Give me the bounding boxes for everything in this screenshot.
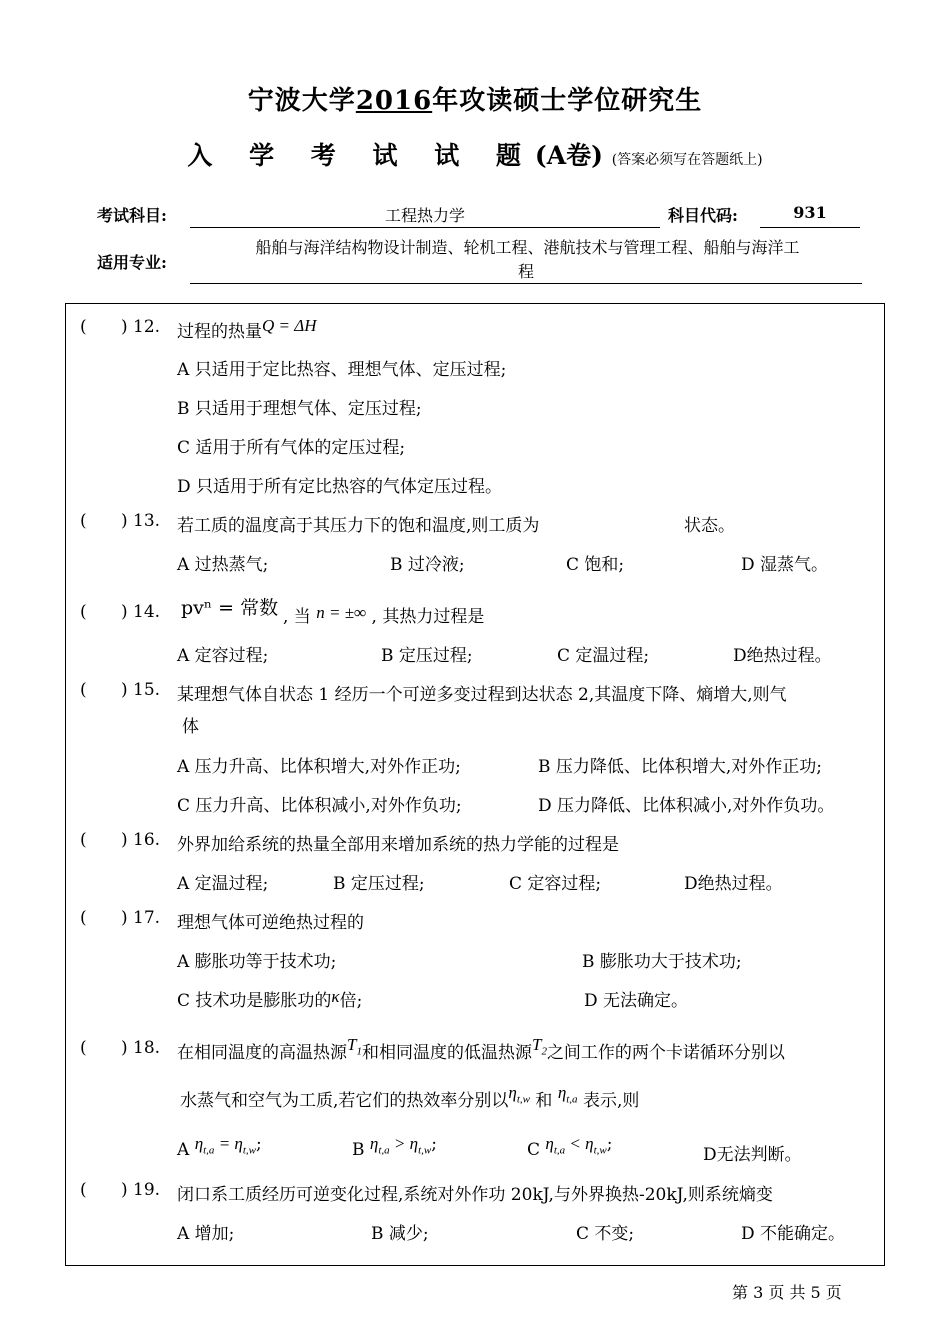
q15-stem: 某理想气体自状态 1 经历一个可逆多变过程到达状态 2,其温度下降、熵增大,则气: [177, 685, 787, 705]
question-number: ) 16.: [121, 830, 161, 850]
major-value-line1: 船舶与海洋结构物设计制造、轮机工程、港航技术与管理工程、船舶与海洋工: [255, 238, 800, 257]
code-value: 931: [760, 203, 860, 228]
answer-paren: (: [80, 1180, 87, 1200]
q18-option-d: D无法判断。: [703, 1145, 802, 1165]
answer-paren: (: [80, 1038, 87, 1058]
q14-formula: pvⁿ = 常数: [181, 597, 279, 619]
page-number: 第 3 页 共 5 页: [732, 1283, 842, 1302]
q18-stem-cont: 水蒸气和空气为工质,若它们的热效率分别以$\eta_{t,w}$ 和 $\eta_{t,a}$ 表示,则: [180, 1083, 640, 1111]
q18-option-c: C $\eta_{t,a} < \eta_{t,w}$;: [527, 1134, 613, 1160]
q12-option-b: B 只适用于理想气体、定压过程;: [177, 399, 422, 419]
q18-option-a: A $\eta_{t,a} = \eta_{t,w}$;: [177, 1134, 262, 1160]
q13-option-a: A 过热蒸气;: [177, 555, 269, 575]
q15-option-b: B 压力降低、比体积增大,对外作正功;: [538, 757, 823, 777]
question-number: ) 17.: [121, 908, 161, 928]
q19-option-d: D 不能确定。: [741, 1224, 846, 1244]
q19-option-c: C 不变;: [576, 1224, 635, 1244]
q18-stem: 在相同温度的高温热源$T_1$和相同温度的低温热源$T_2$之间工作的两个卡诺循环分别以: [177, 1035, 785, 1063]
q19-option-b: B 减少;: [371, 1224, 429, 1244]
answer-paren: (: [80, 511, 87, 531]
q17-option-a: A 膨胀功等于技术功;: [177, 952, 337, 972]
q16-option-d: D绝热过程。: [684, 874, 783, 894]
major-label: 适用专业:: [97, 253, 167, 272]
q15-option-d: D 压力降低、比体积减小,对外作负功。: [538, 796, 835, 816]
subject-value: 工程热力学: [190, 203, 660, 228]
question-number: ) 14.: [121, 602, 161, 622]
q12-option-c: C 适用于所有气体的定压过程;: [177, 438, 406, 458]
q15-stem-cont: 体: [182, 717, 199, 737]
q17-option-d: D 无法确定。: [584, 991, 689, 1011]
q14-option-b: B 定压过程;: [381, 646, 473, 666]
q13-option-d: D 湿蒸气。: [741, 555, 829, 575]
q13-stem: 若工质的温度高于其压力下的饱和温度,则工质为: [177, 516, 540, 536]
q12-option-d: D 只适用于所有定比热容的气体定压过程。: [177, 477, 503, 497]
q17-option-c: C 技术功是膨胀功的κ倍;: [177, 987, 363, 1011]
q12-stem: 过程的热量Q = ΔH: [177, 316, 317, 342]
q17-option-b: B 膨胀功大于技术功;: [582, 952, 742, 972]
answer-paren: (: [80, 830, 87, 850]
q14-stem: , 当 n = ±∞ , 其热力过程是: [283, 603, 485, 627]
q19-option-a: A 增加;: [177, 1224, 235, 1244]
q13-stem-end: 状态。: [684, 516, 735, 536]
question-number: ) 19.: [121, 1180, 161, 1200]
q19-stem: 闭口系工质经历可逆变化过程,系统对外作功 20kJ,与外界换热-20kJ,则系统熵变: [177, 1185, 773, 1205]
q13-option-b: B 过冷液;: [390, 555, 465, 575]
q16-option-b: B 定压过程;: [333, 874, 425, 894]
question-number: ) 12.: [121, 317, 161, 337]
question-number: ) 13.: [121, 511, 161, 531]
major-value-line2: 程: [190, 259, 862, 284]
q13-option-c: C 饱和;: [566, 555, 625, 575]
q17-stem: 理想气体可逆绝热过程的: [177, 913, 364, 933]
q14-option-a: A 定容过程;: [177, 646, 269, 666]
code-label: 科目代码:: [668, 206, 738, 225]
q18-option-b: B $\eta_{t,a} > \eta_{t,w}$;: [352, 1134, 437, 1160]
question-number: ) 15.: [121, 680, 161, 700]
answer-paren: (: [80, 908, 87, 928]
exam-subtitle: 入 学 考 试 试 题(A卷) (答案必须写在答题纸上): [187, 141, 763, 170]
q16-stem: 外界加给系统的热量全部用来增加系统的热力学能的过程是: [177, 835, 619, 855]
q14-option-d: D绝热过程。: [733, 646, 832, 666]
q12-option-a: A 只适用于定比热容、理想气体、定压过程;: [177, 360, 507, 380]
question-number: ) 18.: [121, 1038, 161, 1058]
q14-option-c: C 定温过程;: [557, 646, 650, 666]
answer-paren: (: [80, 317, 87, 337]
q16-option-a: A 定温过程;: [177, 874, 269, 894]
answer-paren: (: [80, 602, 87, 622]
q15-option-a: A 压力升高、比体积增大,对外作正功;: [177, 757, 461, 777]
q16-option-c: C 定容过程;: [509, 874, 602, 894]
exam-title: 宁波大学2016年攻读硕士学位研究生: [247, 86, 703, 116]
subject-label: 考试科目:: [97, 206, 167, 225]
answer-paren: (: [80, 680, 87, 700]
q15-option-c: C 压力升高、比体积减小,对外作负功;: [177, 796, 462, 816]
